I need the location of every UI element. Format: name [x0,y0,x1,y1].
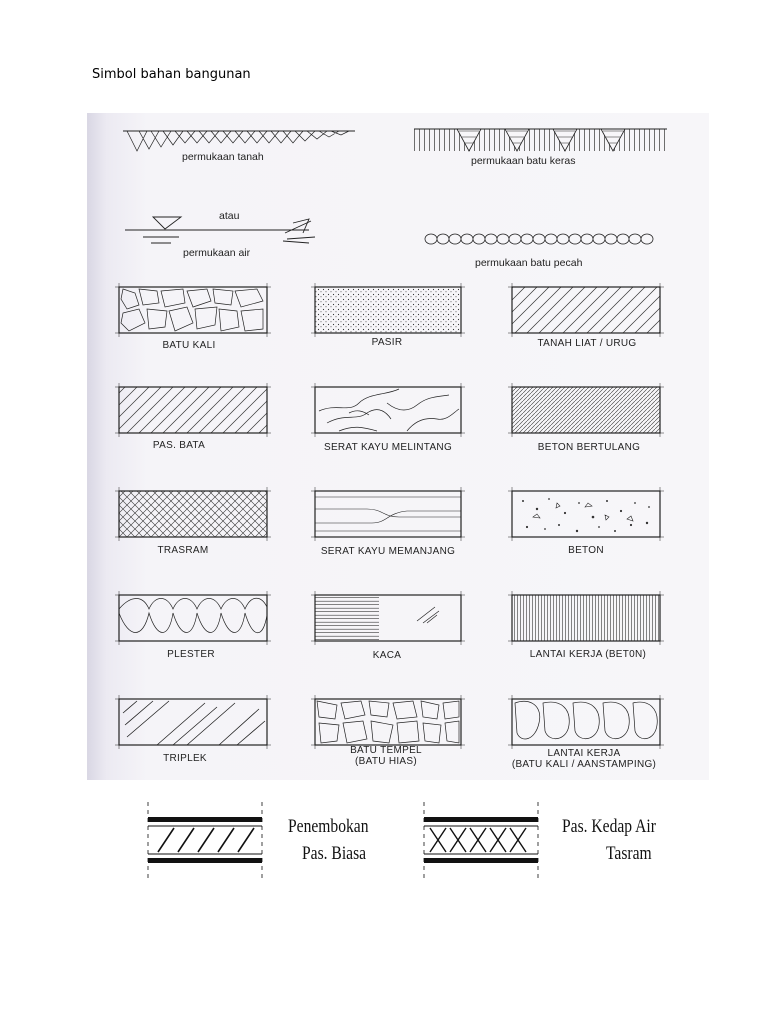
symbol-sheet-scan [87,113,709,780]
wall-label-tasram: Tasram [606,843,652,864]
pas-bata-symbol [115,383,271,437]
wall-label-pas-biasa-text: Pas. Biasa [302,843,367,864]
hard-rock-surface-symbol [414,129,667,151]
serat-kayu-melintang-symbol [311,383,465,437]
label-lantai-kerja: LANTAI KERJA [547,748,621,759]
plester-symbol [115,591,271,645]
label-permukaan-tanah: permukaan tanah [182,151,264,163]
label-atau: atau [219,210,240,222]
label-lantai-kerja-beton: LANTAI KERJA (BET0N) [529,649,647,660]
label-permukaan-batu-keras: permukaan batu keras [471,155,576,167]
label-triplek: TRIPLEK [163,753,207,764]
label-kaca: KACA [372,650,402,661]
label-serat-kayu-melintang: SERAT KAYU MELINTANG [323,442,453,453]
label-tanah-liat-urug: TANAH LIAT / URUG [537,338,637,349]
label-trasram: TRASRAM [157,545,209,556]
pasir-symbol [311,283,465,337]
label-beton: BETON [568,545,604,556]
pas-kedap-air-tasram-symbol [416,802,546,882]
trasram-symbol [115,487,271,541]
penembokan-pas-biasa-symbol [140,802,270,882]
ground-surface-symbol [123,131,355,151]
label-batu-tempel: BATU TEMPEL [350,745,422,756]
beton-symbol [508,487,664,541]
broken-stone-surface-symbol [425,234,653,244]
label-permukaan-batu-pecah: permukaan batu pecah [475,257,583,269]
label-pas-bata: PAS. BATA [152,440,206,451]
wall-label-pas-kedap-air: Pas. Kedap Air [562,816,656,837]
lantai-kerja-batu-kali-symbol [508,695,664,749]
triplek-symbol [115,695,271,749]
label-batu-hias: (BATU HIAS) [354,756,418,767]
wall-label-penembokan: Penembokan [288,816,369,837]
label-serat-kayu-memanjang: SERAT KAYU MEMANJANG [320,546,456,557]
page-title: Simbol bahan bangunan [92,67,251,82]
kaca-symbol [311,591,465,645]
label-batu-kali-aanstamping: (BATU KALI / AANSTAMPING) [511,759,657,770]
label-beton-bertulang: BETON BERTULANG [537,442,641,453]
label-plester: PLESTER [167,649,215,660]
batu-tempel-symbol [311,695,465,749]
batu-kali-symbol [115,283,271,337]
lantai-kerja-beton-symbol [508,591,664,645]
serat-kayu-memanjang-symbol [311,487,465,541]
tanah-liat-symbol [508,283,664,337]
label-permukaan-air: permukaan air [183,247,251,259]
label-pasir: PASIR [371,337,403,348]
beton-bertulang-symbol [508,383,664,437]
label-batu-kali: BATU KALI [162,340,216,351]
